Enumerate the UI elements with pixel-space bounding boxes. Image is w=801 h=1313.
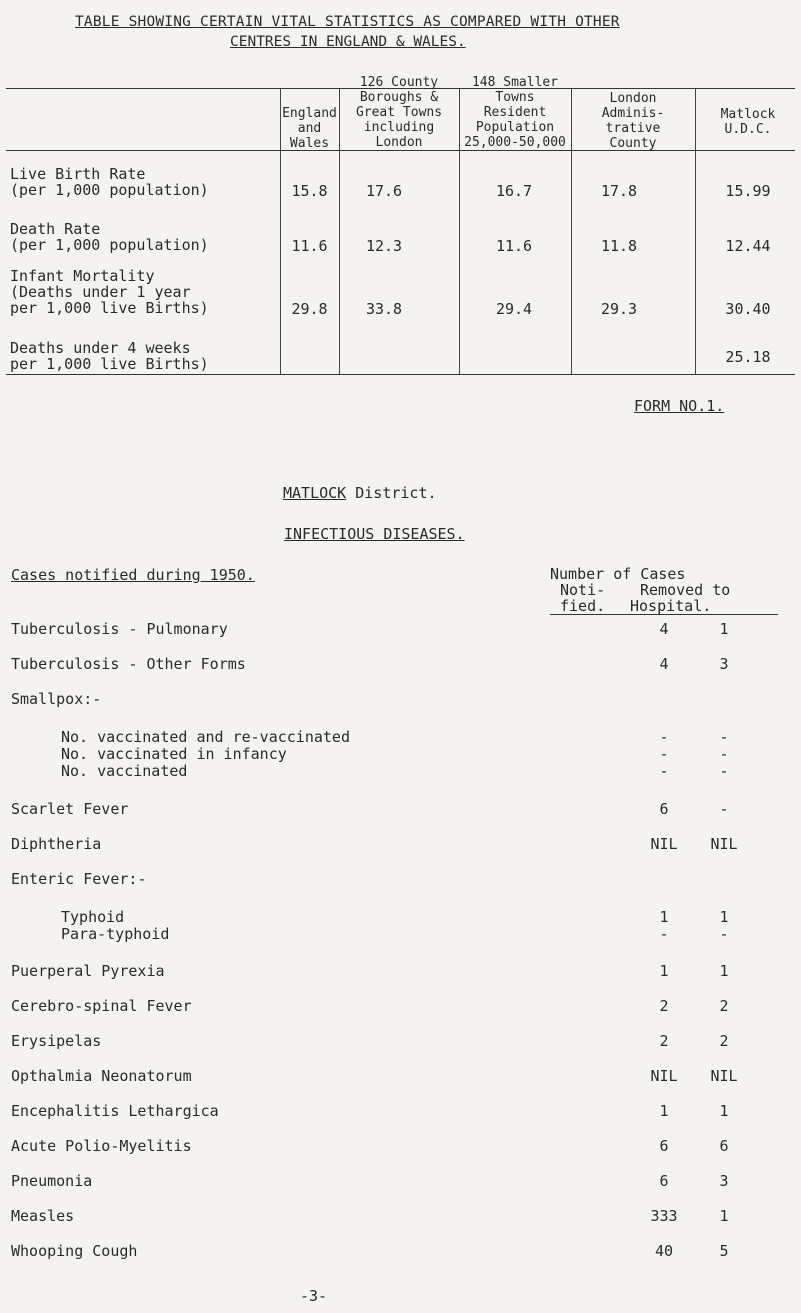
column-header-england: England and Wales — [282, 106, 337, 151]
cases-removed: - — [719, 728, 729, 746]
disease-name: Opthalmia Neonatorum — [11, 1067, 192, 1085]
table-cell: 25.18 — [725, 348, 771, 366]
cases-notified: 6 — [659, 800, 669, 818]
disease-name: Diphtheria — [11, 835, 102, 853]
page-number: -3- — [300, 1287, 328, 1305]
table-bottom-rule — [6, 374, 795, 375]
cases-notified: 40 — [654, 1242, 674, 1260]
table-cell: 17.6 — [365, 182, 403, 200]
document-title: TABLE SHOWING CERTAIN VITAL STATISTICS AS COMPARED WITH OTHER — [75, 14, 620, 30]
table-cell: 17.8 — [600, 182, 638, 200]
cases-removed: NIL — [710, 835, 738, 853]
cases-removed: 3 — [719, 655, 729, 673]
disease-name: Tuberculosis - Pulmonary — [11, 620, 228, 638]
cases-notified: - — [659, 728, 669, 746]
cases-removed: 1 — [719, 1102, 729, 1120]
cases-notified: 1 — [659, 1102, 669, 1120]
cases-notified: - — [659, 762, 669, 780]
disease-name: Measles — [11, 1207, 75, 1225]
table-cell: 11.8 — [600, 237, 638, 255]
cases-notified: NIL — [650, 835, 678, 853]
table-cell: 11.6 — [495, 237, 533, 255]
cases-removed: 3 — [719, 1172, 729, 1190]
disease-name: Scarlet Fever — [11, 800, 129, 818]
disease-name: Typhoid — [61, 908, 125, 926]
cases-removed: 1 — [719, 908, 729, 926]
cases-removed: NIL — [710, 1067, 738, 1085]
disease-name: No. vaccinated — [61, 762, 188, 780]
cases-removed: - — [719, 925, 729, 943]
cases-removed: - — [719, 762, 729, 780]
disease-name: No. vaccinated in infancy — [61, 745, 287, 763]
cases-removed: - — [719, 800, 729, 818]
disease-name: Enteric Fever:- — [11, 870, 147, 888]
disease-name: Acute Polio-Myelitis — [11, 1137, 192, 1155]
cases-notified: 1 — [659, 908, 669, 926]
disease-name: Puerperal Pyrexia — [11, 962, 165, 980]
cases-notified: 4 — [659, 620, 669, 638]
cases-removed: 2 — [719, 1032, 729, 1050]
cases-notified: 6 — [659, 1137, 669, 1155]
table-cell: 15.99 — [725, 182, 771, 200]
row-label-deaths-4-weeks: Deaths under 4 weeks per 1,000 live Births) — [10, 339, 209, 373]
row-label-death-rate: Death Rate (per 1,000 population) — [10, 220, 209, 254]
cases-notified: 333 — [650, 1207, 678, 1225]
disease-name: No. vaccinated and re-vaccinated — [61, 728, 350, 746]
cases-removed: 1 — [719, 962, 729, 980]
section-title: INFECTIOUS DISEASES. — [284, 525, 465, 543]
disease-name: Whooping Cough — [11, 1242, 138, 1260]
disease-name: Encephalitis Lethargica — [11, 1102, 219, 1120]
cases-notified: - — [659, 925, 669, 943]
table-cell: 12.3 — [365, 237, 403, 255]
cases-column-headers: Number of Cases Noti- Removed to fied. Hospital. — [550, 566, 778, 615]
table-cell: 29.8 — [291, 300, 328, 318]
disease-name: Pneumonia — [11, 1172, 93, 1190]
cases-removed: 5 — [719, 1242, 729, 1260]
cases-removed: - — [719, 745, 729, 763]
form-number: FORM NO.1. — [634, 397, 725, 415]
row-label-infant-mortality: Infant Mortality (Deaths under 1 year per 1,000 live Births) — [10, 267, 209, 317]
table-cell: 29.4 — [495, 300, 533, 318]
column-header-county-boroughs: 126 County Boroughs & Great Towns including London — [355, 75, 443, 150]
cases-notified: 1 — [659, 962, 669, 980]
cases-notified: NIL — [650, 1067, 678, 1085]
cases-removed: 2 — [719, 997, 729, 1015]
table-cell: 15.8 — [291, 182, 328, 200]
row-label-live-birth: Live Birth Rate (per 1,000 population) — [10, 165, 209, 199]
disease-name: Tuberculosis - Other Forms — [11, 655, 246, 673]
column-header-london: London Adminis- trative County — [601, 91, 665, 151]
table-cell: 16.7 — [495, 182, 533, 200]
document-subtitle: CENTRES IN ENGLAND & WALES. — [230, 34, 466, 50]
table-cell: 29.3 — [600, 300, 638, 318]
disease-name: Smallpox:- — [11, 690, 102, 708]
column-header-smaller-towns: 148 Smaller Towns Resident Population 25,000-50,000 — [464, 75, 566, 150]
table-cell: 12.44 — [725, 237, 771, 255]
table-cell: 11.6 — [291, 237, 328, 255]
disease-name: Cerebro-spinal Fever — [11, 997, 192, 1015]
cases-heading: Cases notified during 1950. — [11, 566, 255, 584]
cases-notified: - — [659, 745, 669, 763]
cases-notified: 6 — [659, 1172, 669, 1190]
cases-removed: 1 — [719, 1207, 729, 1225]
cases-removed: 6 — [719, 1137, 729, 1155]
cases-notified: 2 — [659, 1032, 669, 1050]
column-header-matlock: Matlock U.D.C. — [720, 107, 776, 137]
cases-notified: 2 — [659, 997, 669, 1015]
cases-notified: 4 — [659, 655, 669, 673]
disease-name: Para-typhoid — [61, 925, 170, 943]
cases-removed: 1 — [719, 620, 729, 638]
disease-name: Erysipelas — [11, 1032, 102, 1050]
table-cell: 30.40 — [725, 300, 771, 318]
district-heading: MATLOCK District. — [283, 484, 437, 502]
table-cell: 33.8 — [365, 300, 403, 318]
